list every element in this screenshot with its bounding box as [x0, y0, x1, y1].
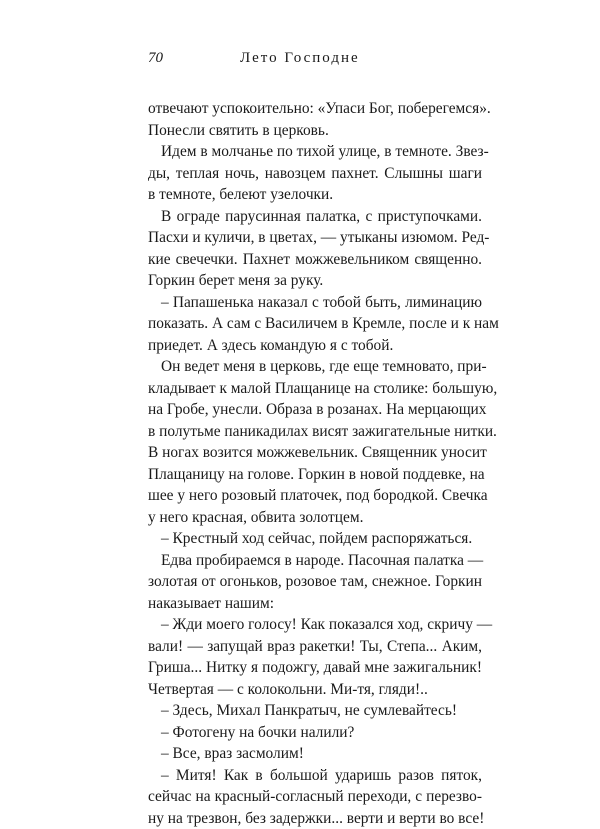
text-line: Плащаницу на голове. Горкин в новой поддевке, на: [148, 464, 482, 486]
running-title: Лето Господне: [240, 50, 360, 67]
text-line: Четвертая — с колокольни. Ми-тя, гляди!..: [148, 679, 482, 701]
text-line: – Крестный ход сейчас, пойдем распоряжаться.: [148, 528, 482, 550]
text-line: показать. А сам с Василичем в Кремле, после и к нам: [148, 313, 482, 335]
text-line: – Фотогену на бочки налили?: [148, 722, 482, 744]
text-line: В ограде парусинная палатка, с приступочками.: [148, 206, 482, 228]
text-line: В ногах возится можжевельник. Священник уносит: [148, 442, 482, 464]
text-line: в темноте, белеют узелочки.: [148, 184, 482, 206]
text-line: ды, теплая ночь, навозцем пахнет. Слышны шаги: [148, 163, 482, 185]
text-line: Идем в молчанье по тихой улице, в темноте. Звез-: [148, 141, 482, 163]
text-line: вали! — запущай враз ракетки! Ты, Степа... Аким,: [148, 636, 482, 658]
text-line: – Все, враз засмолим!: [148, 743, 482, 765]
body-text: [148, 98, 482, 829]
page-header: [148, 50, 488, 76]
text-line: – Папашенька наказал с тобой быть, лиминацию: [148, 292, 482, 314]
text-line: Горкин берет меня за руку.: [148, 270, 482, 292]
page-number: 70: [148, 50, 163, 67]
text-line: – Жди моего голосу! Как показался ход, скричу —: [148, 614, 482, 636]
text-line: в полутьме паникадилах висят зажигательные нитки.: [148, 421, 482, 443]
text-line: Гриша... Нитку я подожгу, давай мне зажигальник!: [148, 657, 482, 679]
text-line: у него красная, обвита золотцем.: [148, 507, 482, 529]
text-line: наказывает нашим:: [148, 593, 482, 615]
text-line: – Митя! Как в большой ударишь разов пяток,: [148, 765, 482, 787]
text-line: кие свечечки. Пахнет можжевельником священно.: [148, 249, 482, 271]
text-line: на Гробе, унесли. Образа в розанах. На мерцающих: [148, 399, 482, 421]
text-line: кладывает к малой Плащанице на столике: большую,: [148, 378, 482, 400]
text-line: Едва пробираемся в народе. Пасочная палатка —: [148, 550, 482, 572]
text-line: – Здесь, Михал Панкратыч, не сумлевайтесь!: [148, 700, 482, 722]
text-line: золотая от огоньков, розовое там, снежное. Горкин: [148, 571, 482, 593]
text-line: отвечают успокоительно: «Упаси Бог, поберегемся».: [148, 98, 482, 120]
text-line: Пасхи и куличи, в цветах, — утыканы изюмом. Ред-: [148, 227, 482, 249]
text-line: приедет. А здесь командую я с тобой.: [148, 335, 482, 357]
text-line: Он ведет меня в церковь, где еще темновато, при-: [148, 356, 482, 378]
text-line: Понесли святить в церковь.: [148, 120, 482, 142]
text-line: шее у него розовый платочек, под бородкой. Свечка: [148, 485, 482, 507]
text-line: ну на трезвон, без задержки... верти и верти во все!: [148, 808, 482, 829]
text-line: сейчас на красный-согласный переходи, с перезво-: [148, 786, 482, 808]
